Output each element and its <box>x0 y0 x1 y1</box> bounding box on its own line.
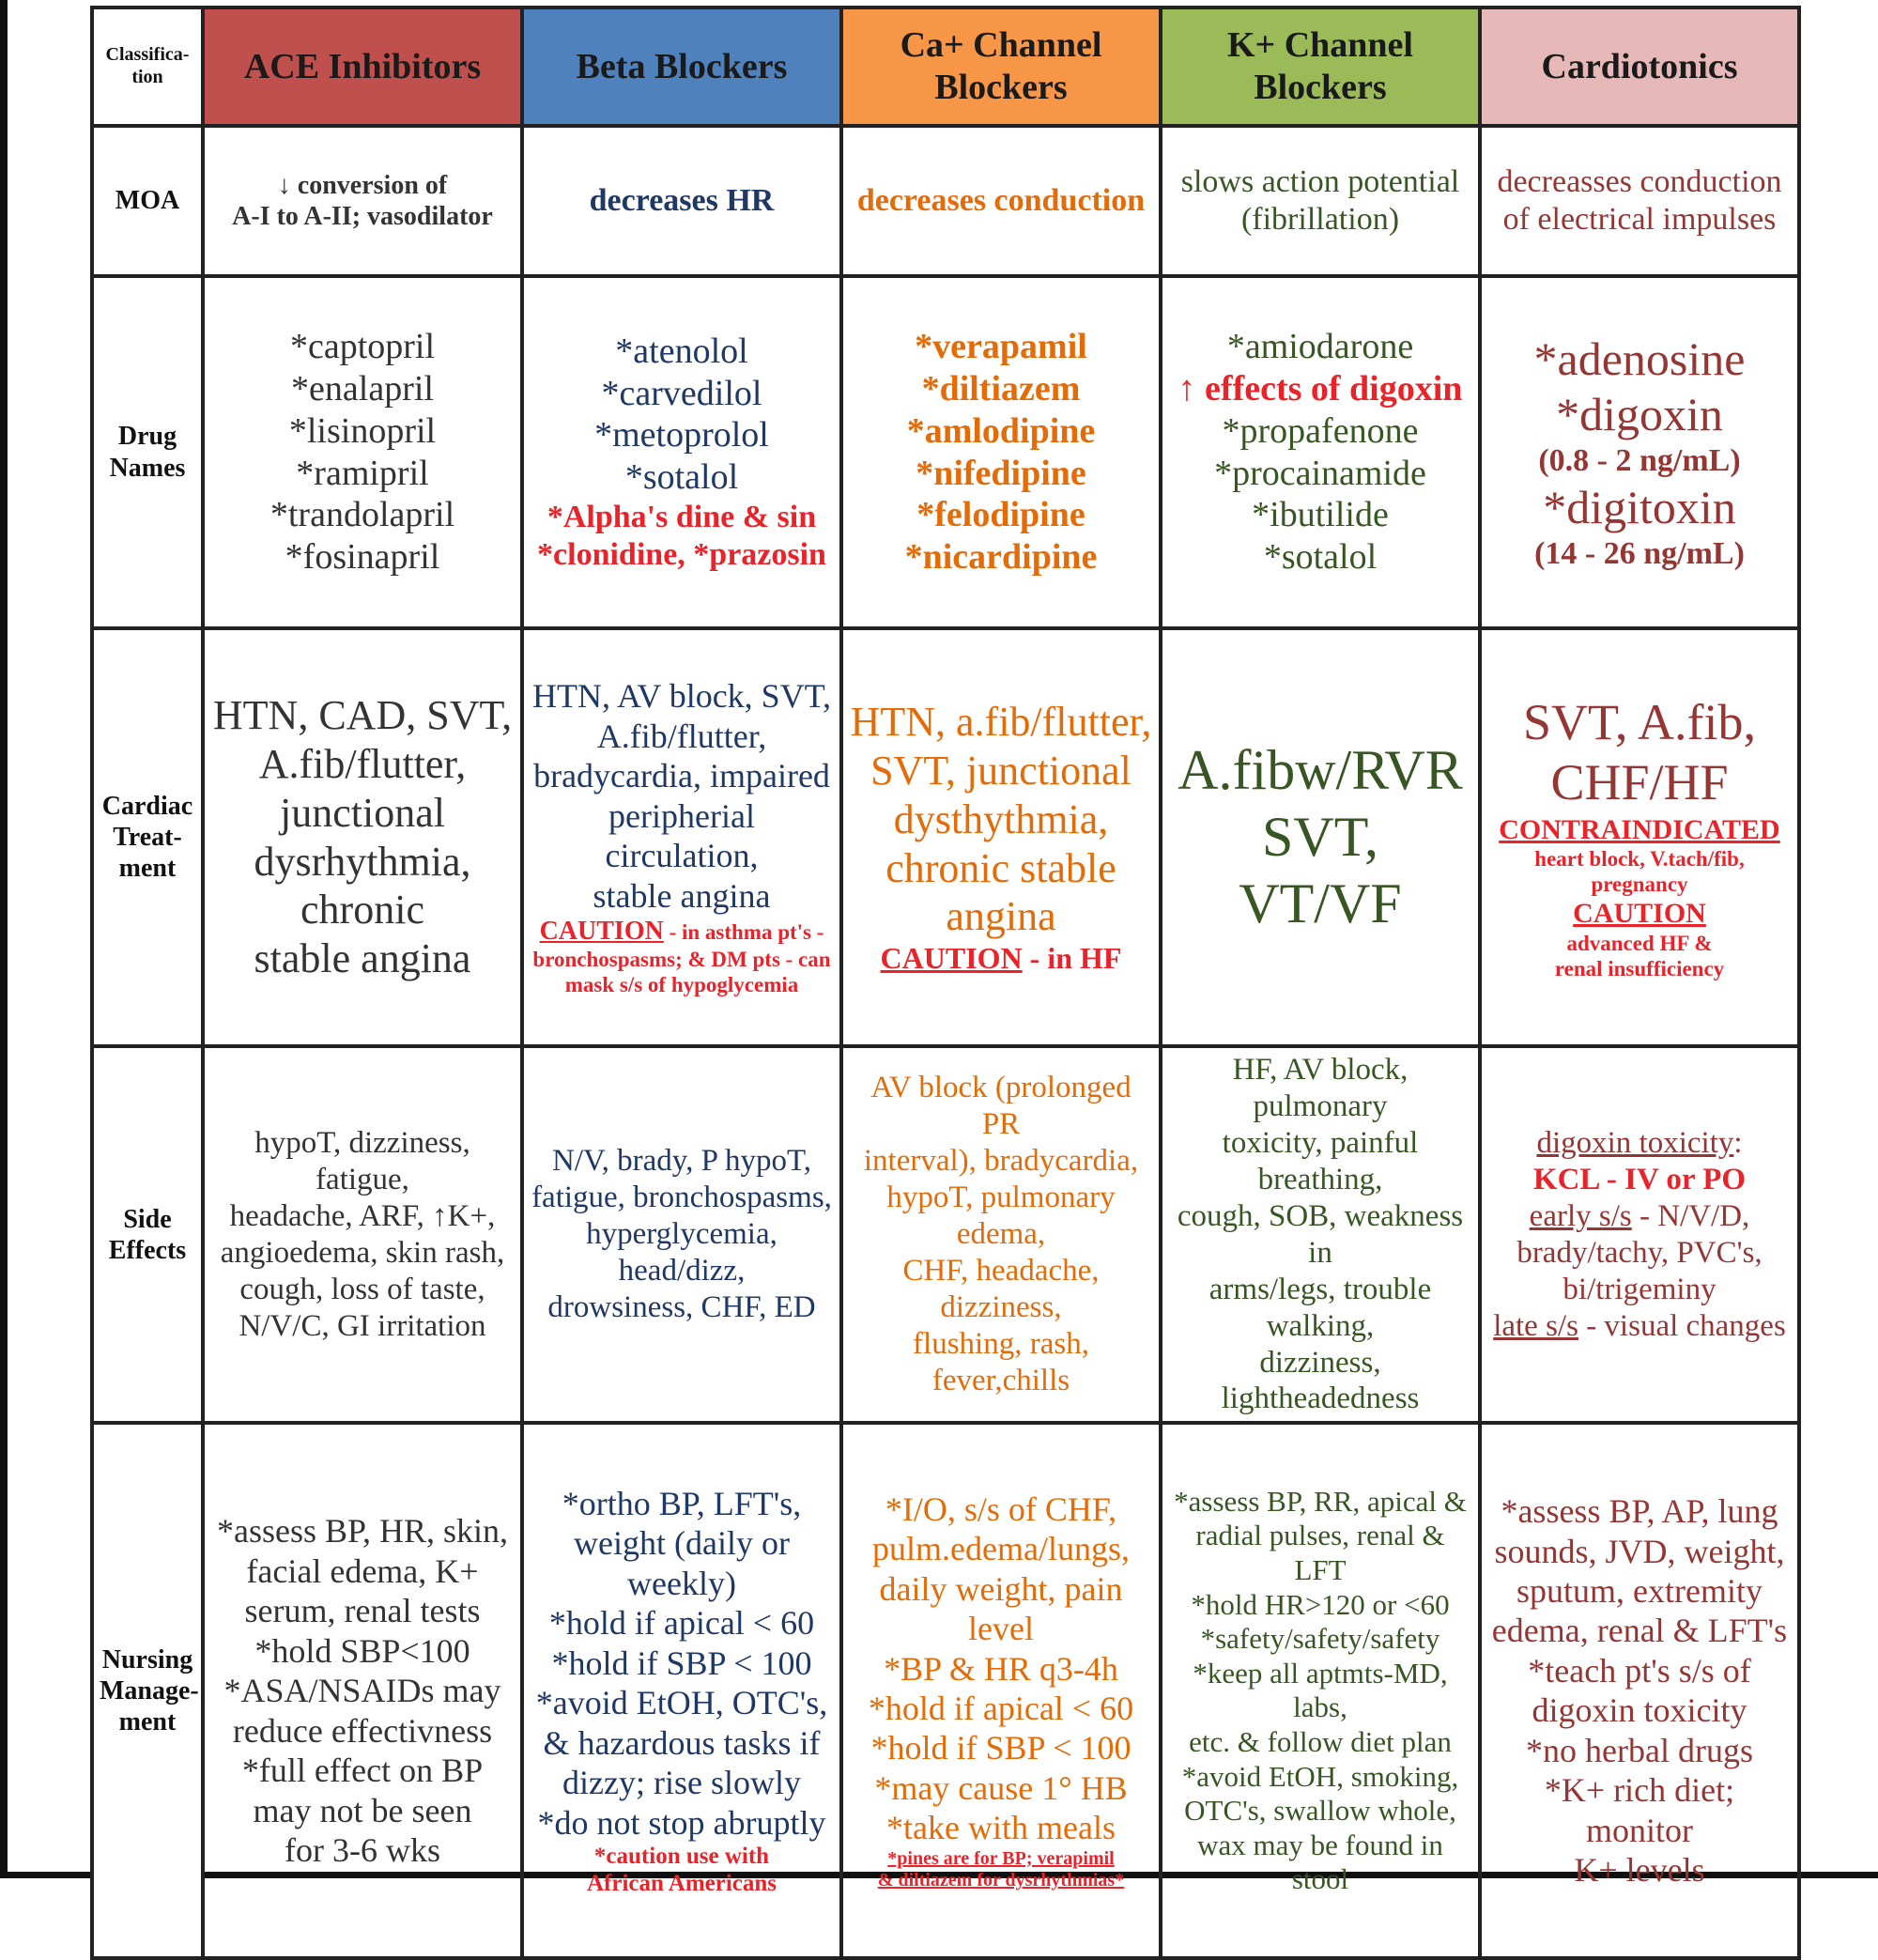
cell-line: cough, SOB, weakness in <box>1177 1198 1464 1270</box>
cell-line: dysthythmia, <box>893 795 1109 842</box>
card-side-effects-cell <box>1480 1046 1799 1423</box>
cardiac-treatment-label: Cardiac Treat-ment <box>92 628 203 1046</box>
cell-line: *assess BP, RR, apical & <box>1174 1484 1467 1518</box>
beta-caution-line: mask s/s of hypoglycemia <box>564 973 799 997</box>
card-treatment-list <box>1487 693 1792 812</box>
cell-line: VT/VF <box>1239 872 1402 934</box>
cell-line: reduce effectivness <box>232 1711 493 1750</box>
card-contraindicated-word: CONTRAINDICATED <box>1499 813 1780 845</box>
late-signs-line <box>1487 1308 1792 1345</box>
digoxin-toxicity-heading <box>1487 1125 1792 1162</box>
ca-nursing-note <box>849 1848 1153 1892</box>
k-drug-item: *procainamide <box>1214 453 1426 493</box>
cell-line: daily weight, pain level <box>879 1569 1123 1648</box>
cell-line: peripherial circulation, <box>605 796 759 875</box>
cell-line: HTN, a.fib/flutter, <box>850 698 1152 745</box>
cell-line: *do not stop abruptly <box>537 1803 826 1842</box>
cell-line: ↓ conversion of <box>277 170 448 200</box>
card-caution-line: renal insufficiency <box>1554 956 1725 980</box>
cell-line: *teach pt's s/s of <box>1528 1651 1751 1690</box>
cell-line: hyperglycemia, head/dizz, <box>586 1217 777 1289</box>
cell-line: decreases conduction <box>856 182 1146 218</box>
moa-row <box>92 126 1799 276</box>
cell-line: dizziness, lightheadedness <box>1221 1345 1420 1416</box>
cell-line: angina <box>946 893 1056 940</box>
cell-line: *captopril <box>289 327 436 367</box>
cell-line: stable angina <box>593 876 771 915</box>
cell-line: digoxin toxicity <box>1532 1691 1747 1730</box>
cell-line: facial edema, K+ <box>246 1551 479 1590</box>
card-contraindicated-line: pregnancy <box>1591 872 1688 897</box>
k-treatment-cell <box>1161 628 1480 1046</box>
cell-line: & hazardous tasks if <box>543 1723 821 1762</box>
cell-line: edema, renal & LFT's <box>1491 1612 1788 1650</box>
beta-treatment-cell <box>522 628 841 1046</box>
cell-line: *I/O, s/s of CHF, <box>885 1489 1117 1528</box>
cell-line: *hold if apical < 60 <box>548 1604 815 1643</box>
drug-names-label: Drug Names <box>92 276 203 628</box>
late-signs-word: late s/s <box>1493 1308 1578 1343</box>
cell-line: *safety/safety/safety <box>1200 1622 1440 1656</box>
cell-line: chronic stable <box>885 844 1116 891</box>
cell-line: *nicardipine <box>904 537 1098 578</box>
ace-moa-cell <box>203 126 522 276</box>
cell-line: *assess BP, HR, skin, <box>216 1512 509 1551</box>
cell-line: radial pulses, renal & LFT <box>1195 1519 1445 1587</box>
early-signs-word: early s/s <box>1529 1198 1632 1233</box>
cell-line: *ramipril <box>296 453 429 493</box>
cell-line: *hold if apical < 60 <box>868 1690 1134 1728</box>
cell-line: *verapamil <box>915 327 1087 367</box>
cell-line: hypoT, pulmonary edema, <box>886 1181 1116 1252</box>
cell-line: interval), bradycardia, <box>863 1144 1139 1179</box>
cell-line: angioedema, skin rash, <box>220 1235 505 1270</box>
ca-drugs-cell <box>841 276 1161 628</box>
cell-line: *keep all aptmts-MD, labs, <box>1193 1656 1448 1724</box>
cell-line: OTC's, swallow whole, <box>1184 1794 1456 1828</box>
card-treatment-cell <box>1480 628 1799 1046</box>
cell-line: serum, renal tests <box>244 1592 481 1630</box>
cell-line: *BP & HR q3-4h <box>884 1649 1118 1688</box>
cell-line: sputum, extremity <box>1516 1571 1763 1610</box>
drug-names-row <box>92 276 1799 628</box>
cell-line: CHF/HF <box>1550 753 1729 810</box>
cell-line: *pines are for BP; verapimil <box>887 1847 1115 1869</box>
card-caution-line: advanced HF & <box>1566 931 1713 955</box>
beta-blockers-header: Beta Blockers <box>522 8 841 126</box>
card-contraindicated-line: heart block, V.tach/fib, <box>1534 846 1745 871</box>
cell-line: for 3-6 wks <box>285 1831 440 1870</box>
k-drug-item-digoxin-effect: ↑ effects of digoxin <box>1178 368 1463 409</box>
cell-line: A.fibw/RVR <box>1178 739 1463 802</box>
cell-line: *avoid EtOH, smoking, <box>1181 1759 1459 1793</box>
cell-line: *fosinapril <box>285 537 440 578</box>
cell-line: SVT, A.fib, <box>1522 694 1756 751</box>
ca-moa-cell <box>841 126 1161 276</box>
card-contraindicated-note <box>1487 813 1792 981</box>
early-signs-line <box>1487 1198 1792 1235</box>
cell-line: *avoid EtOH, OTC's, <box>535 1684 828 1722</box>
cell-line: cough, loss of taste, <box>239 1272 485 1306</box>
cell-line: *take with meals <box>886 1809 1116 1847</box>
beta-drugs-cell <box>522 276 841 628</box>
nursing-management-label: Nursing Manage-ment <box>92 1423 203 1958</box>
side-effects-row <box>92 1046 1799 1423</box>
cell-line: African Americans <box>586 1871 777 1897</box>
cell-line: SVT, junctional <box>870 747 1131 794</box>
card-drug-item: *digoxin <box>1556 387 1723 440</box>
k-drug-item: *propafenone <box>1222 410 1419 451</box>
cell-line: CHF, headache, dizziness, <box>902 1254 1100 1325</box>
cell-line: *nifedipine <box>916 453 1086 493</box>
cell-line: headache, ARF, ↑K+, <box>229 1198 496 1233</box>
cell-line: AV block (prolonged PR <box>870 1071 1131 1142</box>
side-effects-label: Side Effects <box>92 1046 203 1423</box>
cell-line: N/V/C, GI irritation <box>239 1308 486 1343</box>
cell-line: may not be seen <box>253 1791 472 1829</box>
cell-line: stable angina <box>254 935 471 982</box>
cell-line: bradycardia, impaired <box>533 757 830 795</box>
cell-line: flushing, rash, fever,chills <box>913 1327 1089 1397</box>
cell-line: N/V, brady, P hypoT, <box>552 1144 811 1179</box>
beta-treatment-list <box>530 676 834 916</box>
beta-drug-list <box>530 331 834 499</box>
cell-line: wax may be found in stool <box>1197 1828 1443 1896</box>
cell-line: *K+ rich diet; monitor <box>1544 1771 1735 1849</box>
beta-caution-note <box>530 916 834 997</box>
ace-drugs-cell <box>203 276 522 628</box>
cell-line: sounds, JVD, weight, <box>1494 1532 1785 1570</box>
early-signs-text: - N/V/D, <box>1639 1198 1750 1233</box>
early-signs-text: bi/trigeminy <box>1562 1272 1716 1306</box>
cell-line: pulm.edema/lungs, <box>872 1530 1130 1568</box>
cell-line: of electrical impulses <box>1502 202 1777 237</box>
cell-line: *atenolol <box>615 331 748 371</box>
cell-line: hypoT, dizziness, fatigue, <box>254 1125 470 1196</box>
cell-line: drowsiness, CHF, ED <box>547 1290 816 1325</box>
cell-line: *hold if SBP < 100 <box>870 1729 1131 1767</box>
cardiac-treatment-row <box>92 628 1799 1046</box>
k-moa-cell <box>1161 126 1480 276</box>
cell-line: *may cause 1° HB <box>874 1768 1128 1807</box>
k-drug-item: *sotalol <box>1263 537 1378 578</box>
early-signs-text: brady/tachy, PVC's, <box>1516 1235 1763 1270</box>
cell-line: (fibrillation) <box>1240 202 1400 237</box>
k-side-effects-cell <box>1161 1046 1480 1423</box>
cell-line: dysrhythmia, chronic <box>254 838 471 934</box>
ace-inhibitors-header: ACE Inhibitors <box>203 8 522 126</box>
cell-line: *full effect on BP <box>241 1752 484 1790</box>
cell-line: etc. & follow diet plan <box>1189 1724 1452 1758</box>
ca-side-effects-cell <box>841 1046 1161 1423</box>
cell-line: toxicity, painful breathing, <box>1222 1125 1419 1196</box>
cell-line: *trandolapril <box>269 495 455 535</box>
ca-nursing-list <box>849 1489 1153 1848</box>
beta-side-effects-cell <box>522 1046 841 1423</box>
beta-alpha-drug-list <box>530 499 834 574</box>
moa-label: MOA <box>92 126 203 276</box>
beta-caution-word: CAUTION <box>539 917 664 947</box>
ca-channel-blockers-header: Ca+ Channel Blockers <box>841 8 1161 126</box>
cell-line: *lisinopril <box>288 410 437 451</box>
card-drug-item: *digitoxin <box>1543 481 1736 533</box>
cell-line: *no herbal drugs <box>1526 1731 1753 1769</box>
cell-line: weight (daily or weekly) <box>574 1524 790 1602</box>
digoxin-toxicity-colon: : <box>1733 1125 1743 1160</box>
drug-classification-table <box>90 6 1801 1960</box>
cell-line: *ortho BP, LFT's, <box>562 1484 802 1522</box>
cell-line: *clonidine, *prazosin <box>537 537 826 573</box>
cell-line: fatigue, bronchospasms, <box>531 1181 832 1215</box>
card-caution-word: CAUTION <box>1573 898 1706 930</box>
cell-line: decreases HR <box>589 182 775 218</box>
card-drugs-cell <box>1480 276 1799 628</box>
cell-line: HTN, AV block, SVT, <box>531 677 832 716</box>
left-frame-border <box>0 0 8 1878</box>
k-drug-item: *ibutilide <box>1252 495 1389 535</box>
cell-line: *amlodipine <box>906 410 1096 451</box>
cell-line: A-I to A-II; vasodilator <box>232 202 493 231</box>
cell-line: *assess BP, AP, lung <box>1501 1492 1778 1531</box>
cell-line: *felodipine <box>916 495 1085 535</box>
card-drug-item: *adenosine <box>1533 332 1746 385</box>
k-channel-blockers-header: K+ Channel Blockers <box>1161 8 1480 126</box>
classification-header: Classifica-tion <box>92 8 203 126</box>
k-drug-item: *amiodarone <box>1226 327 1414 367</box>
cell-line: *hold if SBP < 100 <box>551 1644 812 1682</box>
cell-line: SVT, <box>1262 806 1378 869</box>
k-drugs-cell <box>1161 276 1480 628</box>
ca-treatment-cell <box>841 628 1161 1046</box>
beta-nursing-list <box>530 1484 834 1843</box>
beta-moa-cell <box>522 126 841 276</box>
cell-line: dizzy; rise slowly <box>562 1764 801 1802</box>
header-row <box>92 8 1799 126</box>
cell-line: HF, AV block, pulmonary <box>1232 1053 1408 1123</box>
card-drug-range: (0.8 - 2 ng/mL) <box>1538 442 1741 478</box>
cell-line: K+ levels <box>1574 1851 1705 1890</box>
cell-line: slows action potential <box>1180 163 1460 199</box>
card-drug-range: (14 - 26 ng/mL) <box>1534 536 1745 571</box>
cell-line: arms/legs, trouble walking, <box>1208 1272 1432 1343</box>
card-moa-cell <box>1480 126 1799 276</box>
ace-side-effects-cell <box>203 1046 522 1423</box>
cell-line: *carvedilol <box>601 373 762 413</box>
cell-line: & diltiazem for dysrhythmias* <box>877 1870 1125 1891</box>
ca-treatment-list <box>849 698 1153 942</box>
cell-line: junctional <box>280 789 445 836</box>
cell-line: A.fib/flutter, <box>258 740 467 787</box>
cell-line: *sotalol <box>624 457 739 498</box>
ace-treatment-cell <box>203 628 522 1046</box>
cell-line: *hold SBP<100 <box>254 1631 470 1670</box>
cell-line: *caution use with <box>593 1843 770 1869</box>
cardiotonics-header: Cardiotonics <box>1480 8 1799 126</box>
cell-line: *Alpha's dine & sin <box>546 500 817 535</box>
cell-line: *hold HR>120 or <60 <box>1191 1587 1450 1621</box>
cell-line: *diltiazem <box>921 368 1081 409</box>
cell-line: decreasses conduction <box>1497 163 1782 199</box>
cell-line: A.fib/flutter, <box>596 717 767 755</box>
cell-line: *metoprolol <box>594 415 769 455</box>
ca-caution-text: - in HF <box>1029 941 1122 976</box>
digoxin-toxicity-word: digoxin toxicity <box>1536 1125 1734 1160</box>
kcl-treatment: KCL - IV or PO <box>1532 1162 1747 1196</box>
ca-caution-note <box>849 941 1153 977</box>
ca-caution-word: CAUTION <box>880 941 1023 976</box>
cell-line: HTN, CAD, SVT, <box>212 691 513 738</box>
beta-caution-line: bronchospasms; & DM pts - can <box>532 948 831 972</box>
cell-line: *enalapril <box>291 368 434 409</box>
cell-line: *ASA/NSAIDs may <box>223 1672 501 1710</box>
beta-caution-line: - in asthma pt's - <box>669 920 824 945</box>
beta-nursing-caution <box>530 1843 834 1898</box>
late-signs-text: - visual changes <box>1586 1308 1786 1343</box>
